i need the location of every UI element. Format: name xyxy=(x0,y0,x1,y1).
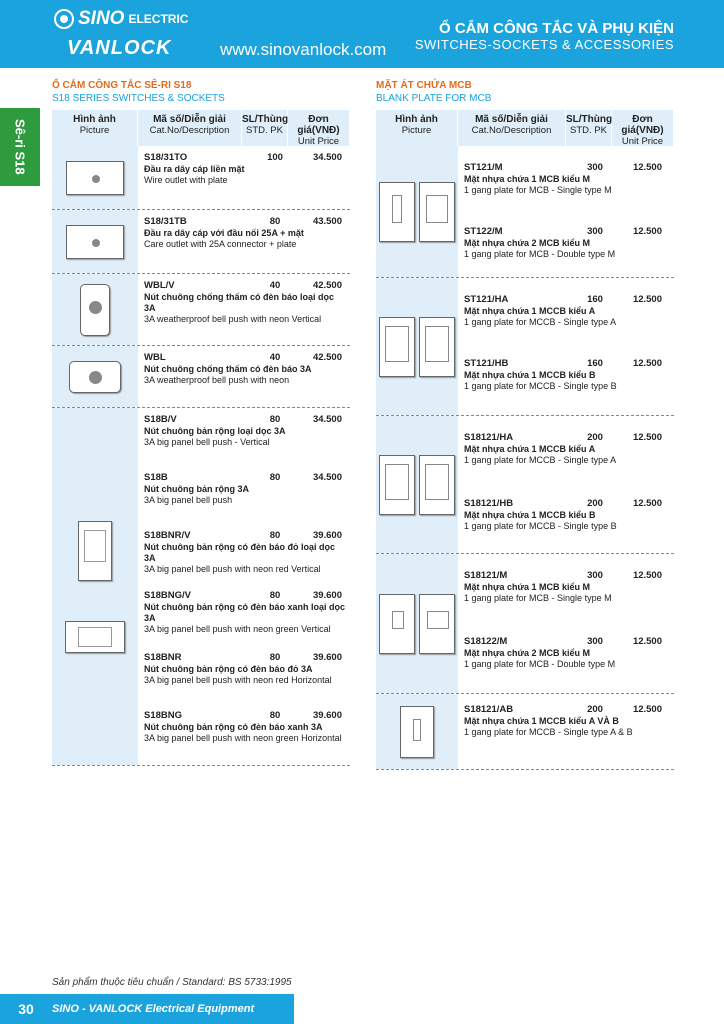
page-footer xyxy=(0,994,294,1024)
sino-logo-icon xyxy=(54,9,74,29)
table-row xyxy=(52,408,350,766)
s18-mccb-plate-b-image xyxy=(419,455,455,515)
list-item: S18121/AB 200 12.500 Mặt nhựa chứa 1 MCCB kiểu A VÀ B 1 gang plate for MCCB - Single type A & B xyxy=(464,704,662,738)
list-item: ST122/M 300 12.500 Mặt nhựa chứa 2 MCB kiểu M 1 gang plate for MCB - Double type M xyxy=(464,226,662,260)
col-qty: SL/Thùng STD. PK xyxy=(566,110,612,146)
mccb-plate-a-image xyxy=(379,317,415,377)
list-item: ST121/HA 160 12.500 Mặt nhựa chứa 1 MCCB kiểu A 1 gang plate for MCCB - Single type A xyxy=(464,294,662,328)
s18-mccb-plate-a-image xyxy=(379,455,415,515)
list-item: S18121/HA 200 12.500 Mặt nhựa chứa 1 MCCB kiểu A 1 gang plate for MCCB - Single type A xyxy=(464,432,662,466)
right-section-title: MẶT ÁT CHỨA MCB xyxy=(376,80,472,91)
col-picture: Hình ảnh Picture xyxy=(376,110,458,146)
list-item: S18BNR 80 39.600 Nút chuông bản rộng có đèn báo đỏ 3A 3A big panel bell push with neon red Horizontal xyxy=(144,652,342,686)
col-price: Đơn giá(VNĐ) Unit Price xyxy=(288,110,350,146)
big-panel-bell-horizontal-image xyxy=(65,621,125,653)
col-catno: Mã số/Diễn giải Cat.No/Description xyxy=(138,110,242,146)
page-number: 30 xyxy=(18,1001,34,1017)
list-item: S18B 80 34.500 Nút chuông bản rộng 3A 3A big panel bell push xyxy=(144,472,342,506)
table-row xyxy=(376,278,674,416)
product-picture xyxy=(52,346,138,407)
table-row xyxy=(376,554,674,694)
header-title-vn: Ổ CẮM CÔNG TẮC VÀ PHỤ KIỆN xyxy=(438,20,674,37)
list-item: S18121/M 300 12.500 Mặt nhựa chứa 1 MCB kiểu M 1 gang plate for MCB - Single type M xyxy=(464,570,662,604)
brand-sino-suffix: ELECTRIC xyxy=(128,12,189,26)
header-title-en: SWITCHES-SOCKETS & ACCESSORIES xyxy=(414,37,674,52)
table-row xyxy=(52,346,350,408)
table-row xyxy=(52,210,350,274)
mccb-plate-b-image xyxy=(419,317,455,377)
product-picture xyxy=(376,554,458,693)
product-picture xyxy=(52,146,138,209)
left-table-header xyxy=(52,110,350,146)
list-item: WBL/V 40 42.500 Nút chuông chống thấm có đèn báo loại dọc 3A 3A weatherproof bell push with neon Vertical xyxy=(144,280,342,325)
website-url: www.sinovanlock.com xyxy=(220,40,387,59)
list-item: S18BNG/V 80 39.600 Nút chuông bản rộng có đèn báo xanh loại dọc 3A 3A big panel bell push with neon green Vertical xyxy=(144,590,346,635)
page-header xyxy=(0,0,724,68)
col-qty: SL/Thùng STD. PK xyxy=(242,110,288,146)
right-product-table xyxy=(376,110,674,770)
vanlock-logo xyxy=(67,37,171,60)
col-catno: Mã số/Diễn giải Cat.No/Description xyxy=(458,110,566,146)
product-picture xyxy=(52,274,138,345)
list-item: S18122/M 300 12.500 Mặt nhựa chứa 2 MCB kiểu M 1 gang plate for MCB - Double type M xyxy=(464,636,662,670)
right-section-subtitle: BLANK PLATE FOR MCB xyxy=(376,93,492,104)
list-item: S18BNG 80 39.600 Nút chuông bản rộng có đèn báo xanh 3A 3A big panel bell push with neon green Horizontal xyxy=(144,710,342,744)
left-product-table xyxy=(52,110,350,766)
col-price: Đơn giá(VNĐ) Unit Price xyxy=(612,110,674,146)
s18-mccb-plate-ab-image xyxy=(400,706,434,758)
product-picture xyxy=(52,408,138,765)
right-table-header xyxy=(376,110,674,146)
product-picture xyxy=(376,278,458,415)
list-item: ST121/M 300 12.500 Mặt nhựa chứa 1 MCB kiểu M 1 gang plate for MCB - Single type M xyxy=(464,162,662,196)
left-section-title: Ổ CẮM CÔNG TẮC SÊ-RI S18 xyxy=(52,80,192,91)
table-row xyxy=(52,274,350,346)
list-item: S18BNR/V 80 39.600 Nút chuông bản rộng có đèn báo đỏ loại dọc 3A 3A big panel bell push with neon red Vertical xyxy=(144,530,342,575)
footer-text: SINO - VANLOCK Electrical Equipment xyxy=(52,1003,255,1015)
table-row xyxy=(52,146,350,210)
list-item: ST121/HB 160 12.500 Mặt nhựa chứa 1 MCCB kiểu B 1 gang plate for MCCB - Single type B xyxy=(464,358,662,392)
list-item: WBL 40 42.500 Nút chuông chống thấm có đèn báo 3A 3A weatherproof bell push with neon xyxy=(144,352,342,386)
list-item: S18121/HB 200 12.500 Mặt nhựa chứa 1 MCCB kiểu B 1 gang plate for MCCB - Single type B xyxy=(464,498,662,532)
s18-mcb-plate-m-double-image xyxy=(419,594,455,654)
sino-logo xyxy=(54,8,188,30)
product-picture xyxy=(52,210,138,273)
s18-mcb-plate-m-image xyxy=(379,594,415,654)
big-panel-bell-vertical-image xyxy=(78,521,112,581)
table-row xyxy=(376,146,674,278)
weatherproof-bell-vertical-image xyxy=(80,284,110,336)
wire-outlet-image xyxy=(66,161,124,195)
product-picture xyxy=(376,416,458,553)
product-picture xyxy=(376,694,458,769)
left-section-subtitle: S18 SERIES SWITCHES & SOCKETS xyxy=(52,93,225,104)
mcb-plate-m-double-image xyxy=(419,182,455,242)
table-row xyxy=(376,694,674,770)
standard-note: Sản phẩm thuộc tiêu chuẩn / Standard: BS 5733:1995 xyxy=(52,977,292,988)
cable-outlet-image xyxy=(66,225,124,259)
table-row xyxy=(376,416,674,554)
list-item: S18/31TB 80 43.500 Đầu ra dây cáp với đầu nối 25A + mặt Care outlet with 25A connector + plate xyxy=(144,216,342,250)
brand-vanlock: VANLOCK xyxy=(67,37,172,59)
series-side-tab: Sê-ri S18 xyxy=(0,108,40,186)
col-picture: Hình ảnh Picture xyxy=(52,110,138,146)
mcb-plate-m-image xyxy=(379,182,415,242)
header-title-block xyxy=(415,20,674,52)
weatherproof-bell-image xyxy=(69,361,121,393)
list-item: S18B/V 80 34.500 Nút chuông bản rộng loại dọc 3A 3A big panel bell push - Vertical xyxy=(144,414,342,448)
list-item: S18/31TO 100 34.500 Đầu ra dây cáp liền mặt Wire outlet with plate xyxy=(144,152,342,186)
product-picture xyxy=(376,146,458,277)
brand-sino: SINO xyxy=(78,8,125,29)
